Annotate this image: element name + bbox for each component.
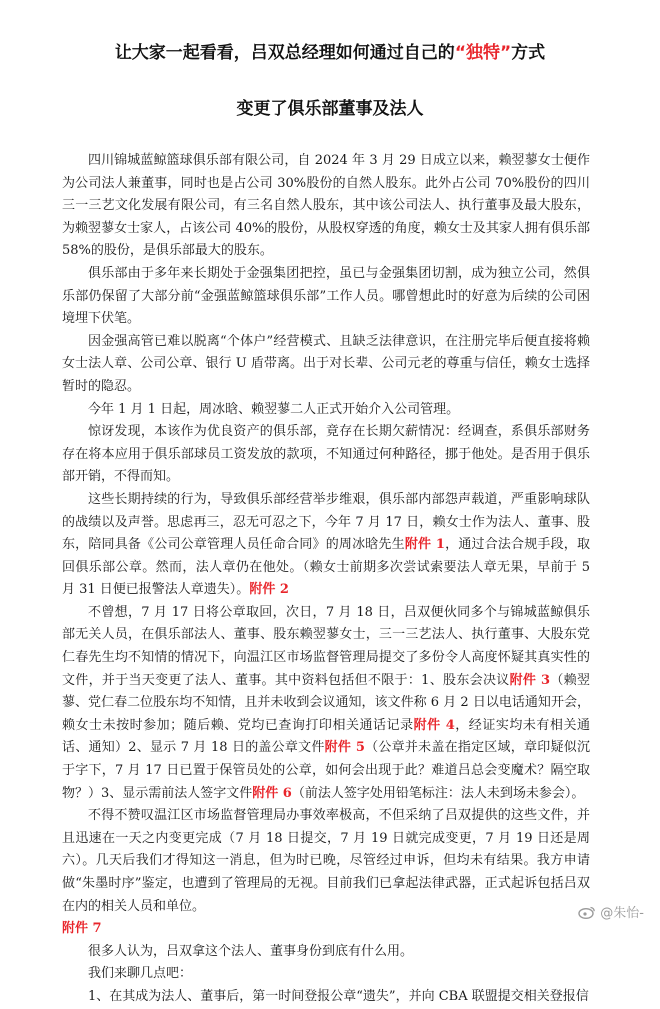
weibo-logo-icon (578, 905, 596, 919)
paragraph-3: 因金强高管已难以脱离“个体户”经营模式、且缺乏法律意识，在注册完毕后便直接将赖女士法人章、公司公章、银行 U 盾带离。出于对长辈、公司元老的尊重与信任，赖女士选择暂时的隐忍。 (62, 333, 590, 394)
paragraph-4: 今年 1 月 1 日起，周冰晗、赖翌蓼二人正式开始介入公司管理。 (88, 401, 460, 417)
paragraph-7-text-b: （赖翌蓼、党仁春二位股东均不知情，且并未收到会议通知，该文件称 6 月 2 日以电话通知开会，赖女士未按时参加；随后赖、党均已查询打印相关通话记录 (62, 672, 590, 733)
title-prefix: 让大家一起看看，吕双总经理如何通过自己的 (114, 43, 455, 63)
paragraph-7-text-d: （公章并未盖在指定区域，章印疑似沉于字下，7 月 17 日已置于保管员处的公章，如何会出现于此？难道吕总会变魔术？隔空取物？）3、显示需前法人签字文件 (62, 740, 590, 801)
paragraph-2: 俱乐部由于多年来长期处于金强集团把控，虽已与金强集团切割，成为独立公司，然俱乐部仍保留了大部分前“金强蓝鲸篮球俱乐部”工作人员。哪曾想此时的好意为后续的公司困境埋下伏笔。 (62, 265, 590, 327)
paragraph-8 (62, 805, 590, 941)
paragraph-5: 惊讶发现，本该作为优良资产的俱乐部，竟存在长期欠薪情况：经调查，系俱乐部财务存在将本应用于俱乐部球员工资发放的款项，不知通过何种路径，挪于他处。是否用于俱乐部开销，不得而知。 (62, 424, 590, 485)
attachment-5-label: 附件 5 (324, 740, 365, 756)
paragraph-6-text-a: 这些长期持续的行为，导致俱乐部经营举步维艰，俱乐部内部怨声载道，严重影响球队的战绩以及声誉。思虑再三，忍无可忍之下，今年 7 月 17 日，赖女士作为法人、董事、股东，陪同具备《公司公章管理人员任命合同》的周冰晗先生 (62, 491, 590, 553)
paragraph-11: 1、在其成为法人、董事后，第一时间登报公章“遗失”，并向 CBA 联盟提交相关登报信 (88, 988, 589, 1004)
paragraph-7-text-a: 不曾想，7 月 17 日将公章取回，次日，7 月 18 日，吕双便伙同多个与锦城蓝鲸俱乐部无关人员，在俱乐部法人、董事、股东赖翌蓼女士，三一三艺法人、执行董事、大股东党仁春先生均不知情的情况下，向温江区市场监督管理局提交了多份令人高度怀疑其真实性的文件，并于当天变更了法人、董事。其中资料包括但不限于：1、股东会决议 (62, 604, 590, 688)
paragraph-6 (62, 489, 590, 602)
paragraph-7-text-e: （前法人签字处用铅笔标注：法人未到场未参会）。 (291, 785, 585, 801)
watermark-text: @朱怡- (600, 906, 644, 921)
attachment-7-label: 附件 7 (62, 921, 102, 937)
document-title-line1 (0, 38, 660, 63)
paragraph-7 (62, 602, 590, 805)
paragraph-7-text-c: ，经证实均未有相关通话、通知）2、显示 7 月 18 日的盖公章文件 (62, 717, 590, 756)
document-title-line2: 变更了俱乐部董事及法人 (236, 99, 424, 119)
paragraph-8-text: 不得不赞叹温江区市场监督管理局办事效率极高，不但采纳了吕双提供的这些文件，并且迅速在一天之内变更完成（7 月 18 日提交，7 月 19 日就完成变更，7 月 19 日还是周六）。几天后我们才得知这一消息，但为时已晚，尽管经过申诉，但均未有结果。我方申请做“朱墨时序”鉴定，也遭到了管理局的无视。目前我们已拿起法律武器，正式起诉包括吕双在内的相关人员和单位。 (62, 808, 590, 914)
paragraph-6-text-b: ，通过合法合规手段，取回俱乐部公章。然而，法人章仍在他处。（赖女士前期多次尝试索要法人章无果，早前于 5 月 31 日便已报警法人章遗失）。 (62, 537, 590, 598)
weibo-watermark (578, 902, 644, 921)
attachment-3-label: 附件 3 (509, 672, 551, 688)
attachment-6-label: 附件 6 (252, 785, 292, 801)
paragraph-10: 我们来聊几点吧： (88, 966, 193, 982)
paragraph-9: 很多人认为，吕双拿这个法人、董事身份到底有什么用。 (88, 943, 414, 959)
attachment-4-label: 附件 4 (413, 717, 455, 733)
title-highlight: “独特” (454, 43, 512, 63)
title-suffix: 方式 (511, 43, 546, 63)
attachment-1-label: 附件 1 (404, 537, 445, 553)
paragraph-1: 四川锦城蓝鲸篮球俱乐部有限公司，自 2024 年 3 月 29 日成立以来，赖翌蓼女士便作为公司法人兼董事，同时也是占公司 30%股份的自然人股东。此外占公司 70%股份的四川三一三艺文化发展有限公司，有三名自然人股东，其中该公司法人、执行董事及最大股东，为赖翌蓼女士家人，占该公司 40%的股份，从股权穿透的角度，赖女士及其家人拥有俱乐部 58%的股份，是俱乐部最大的股东。 (62, 153, 590, 259)
document-body (62, 150, 590, 1009)
attachment-2-label: 附件 2 (249, 582, 289, 598)
